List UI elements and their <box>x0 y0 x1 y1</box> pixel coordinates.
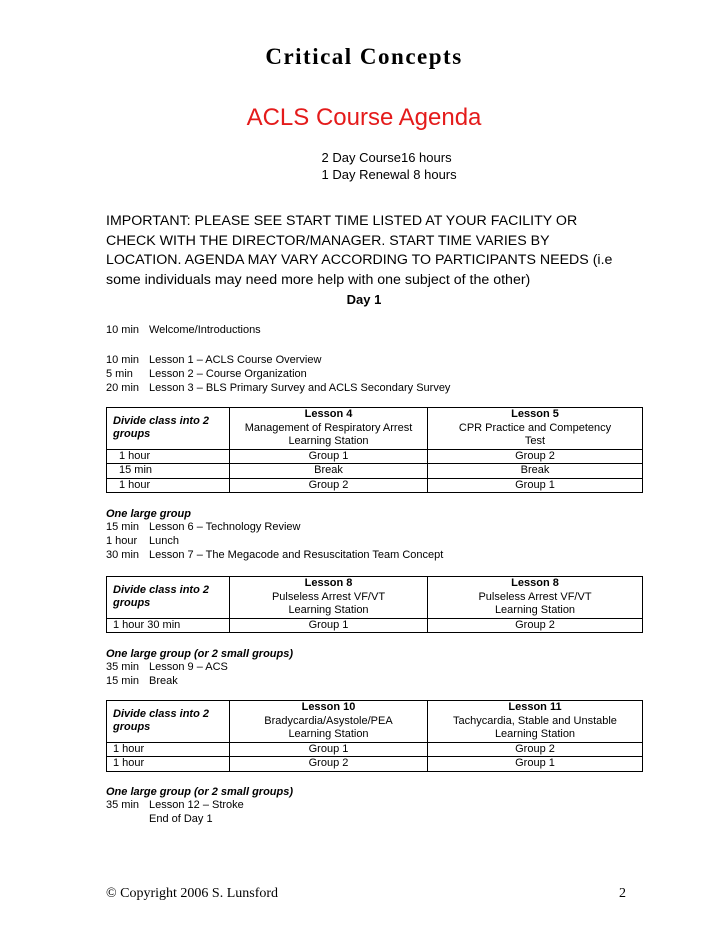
schedule-item <box>106 799 244 811</box>
schedule-item <box>106 661 228 673</box>
agenda-title: ACLS Course Agenda <box>246 104 482 131</box>
schedule-text: Lesson 6 – Technology Review <box>149 521 301 533</box>
page-number: 2 <box>619 886 626 901</box>
lesson-description: Learning Station <box>288 435 369 447</box>
section-heading: One large group (or 2 small groups) <box>106 648 294 660</box>
lesson-description: CPR Practice and Competency <box>458 421 612 434</box>
section-heading: One large group <box>106 508 191 520</box>
group-rotation-table-1 <box>106 407 643 493</box>
schedule-duration: 30 min <box>106 549 140 561</box>
table-cell-group: Group 2 <box>230 478 428 493</box>
schedule-text: Lesson 12 – Stroke <box>149 799 244 811</box>
table-cell-group: Group 1 <box>428 757 643 772</box>
copyright-text: © Copyright 2006 S. Lunsford <box>106 886 279 901</box>
table-cell-time: 1 hour 30 min <box>107 618 230 633</box>
table-column-header <box>230 701 428 743</box>
table-cell-time: 1 hour <box>107 449 230 464</box>
group-rotation-table-2 <box>106 576 643 633</box>
document-title: Critical Concepts <box>265 44 463 69</box>
table-cell-group: Group 1 <box>230 618 428 633</box>
table-cell-time: 1 hour <box>107 742 230 757</box>
table-label: Divide class into 2 groups <box>107 408 230 450</box>
schedule-duration: 20 min <box>106 382 140 394</box>
table-cell-time: 1 hour <box>107 478 230 493</box>
table-cell-group: Group 1 <box>428 478 643 493</box>
lesson-description: Learning Station <box>288 728 369 740</box>
group-rotation-table-3 <box>106 700 643 772</box>
table-cell-time: 1 hour <box>107 757 230 772</box>
schedule-duration: 5 min <box>106 368 133 380</box>
table-cell-group: Break <box>230 464 428 479</box>
lesson-description: Pulseless Arrest VF/VT <box>271 590 386 603</box>
schedule-duration: 35 min <box>106 799 140 811</box>
lesson-description: Learning Station <box>494 728 576 740</box>
schedule-item <box>106 813 213 825</box>
schedule-item <box>106 535 179 547</box>
schedule-text: Lesson 3 – BLS Primary Survey and ACLS Secondary Survey <box>149 382 451 394</box>
schedule-text: End of Day 1 <box>149 813 213 825</box>
schedule-item <box>106 675 178 687</box>
lesson-title: Lesson 10 <box>301 701 356 713</box>
lesson-description: Bradycardia/Asystole/PEA <box>264 714 393 727</box>
lesson-description: Management of Respiratory Arrest <box>244 421 413 434</box>
schedule-item <box>106 324 261 336</box>
table-row <box>107 757 643 772</box>
schedule-duration: 10 min <box>106 354 140 366</box>
table-cell-group: Group 2 <box>428 742 643 757</box>
table-cell-group: Group 1 <box>230 449 428 464</box>
schedule-duration: 10 min <box>106 324 140 336</box>
table-row <box>107 478 643 493</box>
lesson-description: Learning Station <box>494 604 576 616</box>
schedule-item <box>106 549 443 561</box>
schedule-duration: 35 min <box>106 661 140 673</box>
schedule-duration: 15 min <box>106 521 140 533</box>
table-column-header <box>428 701 643 743</box>
table-cell-group: Break <box>428 464 643 479</box>
table-column-header <box>428 408 643 450</box>
schedule-text: Lesson 7 – The Megacode and Resuscitation Team Concept <box>149 549 444 561</box>
lesson-description: Test <box>524 435 546 447</box>
course-length-line <box>0 150 728 165</box>
schedule-text: Break <box>149 675 178 687</box>
renewal-length-text: 1 Day Renewal 8 hours <box>321 167 457 182</box>
schedule-duration: 1 hour <box>106 535 138 547</box>
table-row <box>107 464 643 479</box>
section-heading: One large group (or 2 small groups) <box>106 786 294 798</box>
table-cell-time: 15 min <box>107 464 230 479</box>
schedule-text: Lesson 9 – ACS <box>149 661 228 673</box>
table-cell-group: Group 2 <box>428 449 643 464</box>
table-cell-group: Group 1 <box>230 742 428 757</box>
schedule-item <box>106 354 321 366</box>
lesson-title: Lesson 5 <box>511 408 559 420</box>
lesson-description: Learning Station <box>288 604 369 616</box>
lesson-description: Pulseless Arrest VF/VT <box>478 590 592 603</box>
renewal-length-line <box>0 167 728 182</box>
schedule-text: Welcome/Introductions <box>149 324 261 336</box>
schedule-duration: 15 min <box>106 675 140 687</box>
table-column-header <box>230 577 428 619</box>
schedule-text: Lunch <box>149 535 179 547</box>
schedule-item <box>106 368 307 380</box>
lesson-title: Lesson 8 <box>304 577 353 589</box>
table-cell-group: Group 2 <box>428 618 643 633</box>
table-row <box>107 742 643 757</box>
schedule-item <box>106 382 450 394</box>
schedule-item <box>106 521 300 533</box>
lesson-title: Lesson 8 <box>511 577 559 589</box>
lesson-title: Lesson 11 <box>508 701 562 713</box>
lesson-title: Lesson 4 <box>304 408 353 420</box>
table-cell-group: Group 2 <box>230 757 428 772</box>
table-row <box>107 449 643 464</box>
table-row <box>107 618 643 633</box>
page-footer <box>106 886 626 902</box>
table-column-header <box>230 408 428 450</box>
day-heading: Day 1 <box>346 292 382 307</box>
schedule-text: Lesson 1 – ACLS Course Overview <box>149 354 322 366</box>
important-notice: IMPORTANT: PLEASE SEE START TIME LISTED AT YOUR FACILITY OR CHECK WITH THE DIRECTOR/MANAGER. START TIME VARIES BY LOCATION. AGENDA MAY VARY ACCORDING TO PARTICIPANTS NEEDS (i.e some individuals may need more help with one subject of the other) <box>106 213 613 288</box>
table-column-header <box>428 577 643 619</box>
course-length-text: 2 Day Course16 hours <box>321 150 452 165</box>
table-label: Divide class into 2 groups <box>107 577 230 619</box>
table-label: Divide class into 2 groups <box>107 701 230 743</box>
lesson-description: Tachycardia, Stable and Unstable <box>453 714 617 727</box>
schedule-text: Lesson 2 – Course Organization <box>149 368 307 380</box>
